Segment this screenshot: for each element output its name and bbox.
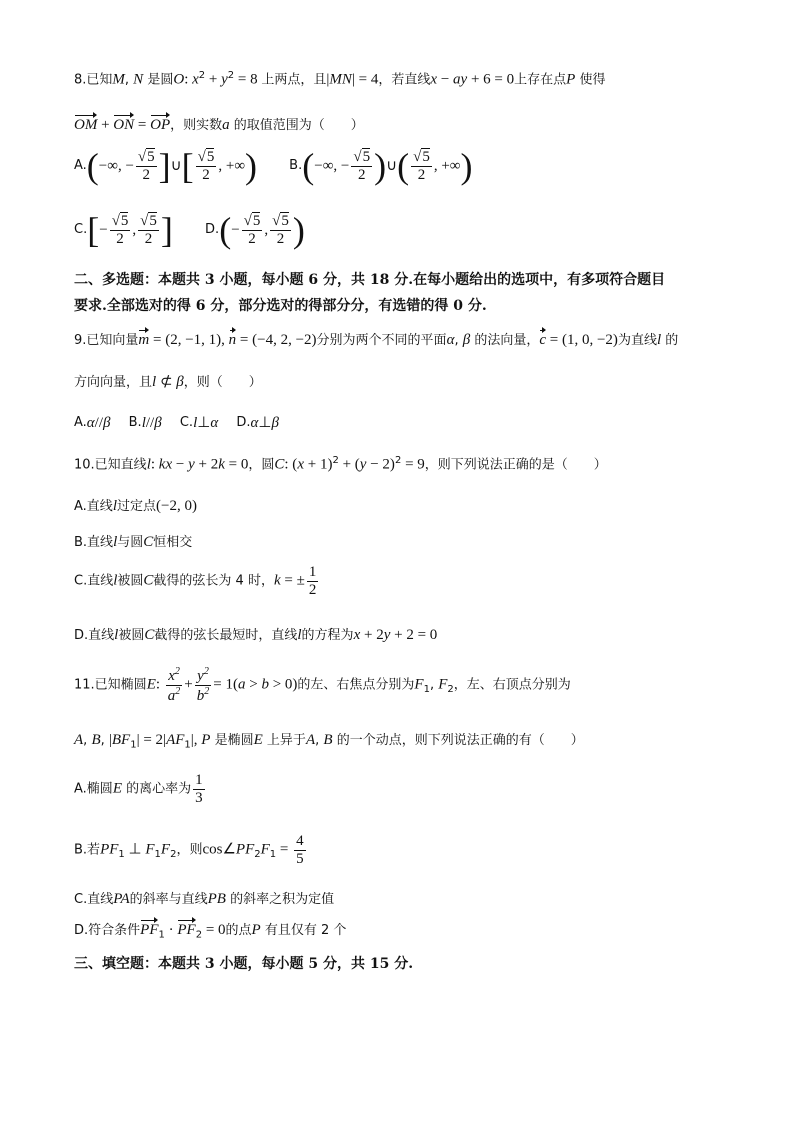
q8-text: 是圆 [147,72,174,88]
q9-options [74,414,307,432]
option-label: D. [205,222,220,238]
q10-text: ，则下列说法正确的是（ ） [424,457,607,473]
q9-text: 的 [665,333,679,348]
q11-text: 的斜率之积为定值 [230,892,335,907]
q11-text: B.若 [74,842,101,858]
q10-text: ，圆 [248,457,275,473]
q11-text: C.直线 [74,892,114,907]
q9-text: 为直线 [617,333,657,348]
q9-text: 方向向量，且 [74,375,153,390]
q9-option-b[interactable]: B. l // β [128,415,162,431]
q10-text: 10.已知直线 [74,457,147,473]
q11-text: ，左、右顶点分别为 [453,677,571,693]
q8-option-c[interactable]: C. [ − $\frac{√5}{2}$ , $\frac{√5}{2}$ ] [74,210,173,250]
q11-text: 的点 [225,923,252,938]
q11-option-b[interactable]: B.若$PF_1$ ⊥ $F_1F_2$，则$\cos\angle PF_2F_1$ = $\frac{4}{5}$ [74,833,304,867]
section-3-heading [74,955,413,973]
q8-options-cd [74,212,333,248]
option-label: A. [74,158,87,174]
q9-option-a[interactable]: A. α // β [74,415,111,431]
option-label: B. [289,158,303,174]
q10-text: 截得的弦长为 4 时， [153,573,274,589]
q10-line1: 10.已知直线l: kx − y + 2k = 0，圆C: $(x + 1)^2 + (y - 2)^2 = 9$，则下列说法正确的是（ ） [74,455,607,473]
q10-text: 的方程为 [301,628,354,643]
q9-text: 分别为两个不同的平面 [316,333,447,348]
option-label: C. [179,415,194,431]
q10-text: 恒相交 [153,535,193,550]
q10-text: 被圆 [118,628,145,643]
q8-line1: 8.已知M, N 是圆O: $x^2 + y^2 = 8$ 上两点，且|MN| = 4，若直线x − ay + 6 = 0上存在点P 使得 [74,70,606,88]
option-label: B. [128,415,142,431]
q10-text: C.直线 [74,573,114,589]
section-heading-line: 二、多选题：本题共 3 小题，每小题 6 分，共 18 分.在每小题给出的选项中，有多项符合题目 [74,272,666,288]
option-label: D. [236,415,251,431]
q9-text: 9.已知向量 [74,333,139,348]
option-label: A. [74,415,87,431]
q9-text: 的法向量， [474,333,540,348]
q8-text: 8.已知 [74,72,113,88]
q10-text: 截得的弦长最短时，直线 [154,628,298,643]
q10-option-b[interactable]: B.直线l与圆C恒相交 [74,534,193,550]
q11-text: 的离心率为 [126,781,192,797]
q11-line2: A, B, $|BF_1| = 2|AF_1|$, P 是椭圆E 上异于A, B 的一个动点，则下列说法正确的有（ ） [74,732,584,751]
q11-option-a[interactable]: A.椭圆E 的离心率为 $\frac{1}{3}$ [74,772,203,806]
q11-text: 的一个动点，则下列说法正确的有（ ） [336,733,584,748]
q11-text: 的左、右焦点分别为 [297,677,415,693]
q10-text: 被圆 [117,573,144,589]
q11-text: 11.已知椭圆 [74,677,147,693]
q11-text: 的斜率与直线 [129,892,208,907]
q9-text: ，则（ ） [183,375,262,390]
q8-text: ，若直线 [378,72,431,88]
q8-line2: OM + ON = OP，则实数a 的取值范围为（ ） [74,117,364,133]
q9-option-d[interactable]: D. α ⊥ β [236,415,279,431]
q10-text: 与圆 [117,535,144,550]
q10-text: D.直线 [74,628,115,643]
q11-line1: 11.已知椭圆E: $\frac{x^2}{a^2}$ + $\frac{y^2}{b^2}$ = 1(a > b > 0)的左、右焦点分别为$F_1$, $F_2$，左、右顶点分别为 [74,666,571,704]
q11-text: ，则 [176,842,203,858]
q8-text: 的取值范围为（ ） [233,118,364,133]
section-heading-line: 要求.全部选对的得 6 分，部分选对的得部分分，有选错的得 0 分. [74,298,487,315]
q10-text: A.直线 [74,499,113,514]
q10-option-a[interactable]: A.直线l过定点(−2, 0) [74,498,197,514]
q11-text: 是椭圆 [214,733,254,748]
q10-text: B.直线 [74,535,114,550]
q8-option-d[interactable]: D. ( − $\frac{√5}{2}$ , $\frac{√5}{2}$ ) [205,210,305,250]
q9-option-c[interactable]: C. l ⊥ α [179,415,219,431]
section-2-heading [74,271,665,315]
q10-option-c[interactable]: C.直线l被圆C截得的弦长为 4 时，k = ± $\frac{1}{2}$ [74,564,317,598]
q11-text: 上异于 [266,733,306,748]
section-heading-line: 三、填空题：本题共 3 小题，每小题 5 分，共 15 分. [74,956,414,972]
q8-text: ，则实数 [170,118,223,133]
q9-line1: 9.已知向量m = (2, −1, 1), n = (−4, 2, −2)分别为两个不同的平面α, β 的法向量，c = (1, 0, −2)为直线l 的 [74,332,679,348]
q8-text: 使得 [579,72,606,88]
q11-option-d[interactable]: D.符合条件$PF_1 \cdot PF_2 = 0$的点P 有且仅有 2 个 [74,922,347,941]
q8-text: 上两点，且 [261,72,327,88]
q11-text: 有且仅有 2 个 [264,923,347,938]
q8-text: 上存在点 [514,72,567,88]
option-label: C. [74,222,88,238]
q8-options-ab [74,148,500,184]
q8-option-b[interactable]: B. ( −∞, − $\frac{√5}{2}$ ) ∪ ( $\frac{√5}{2}$ , +∞ ) [289,146,473,186]
q10-text: 过定点 [116,499,156,514]
q8-option-a[interactable]: A. ( −∞, − $\frac{√5}{2}$ ] ∪ [ $\frac{√5}{2}$ , +∞ ) [74,146,258,186]
q10-option-d[interactable]: D.直线l被圆C截得的弦长最短时，直线l的方程为x + 2y + 2 = 0 [74,627,438,643]
q11-text: D.符合条件 [74,923,141,938]
q11-option-c[interactable]: C.直线PA的斜率与直线PB 的斜率之积为定值 [74,891,335,907]
q9-line2: 方向向量，且l ⊄ β，则（ ） [74,374,262,390]
q11-text: A.椭圆 [74,781,113,797]
